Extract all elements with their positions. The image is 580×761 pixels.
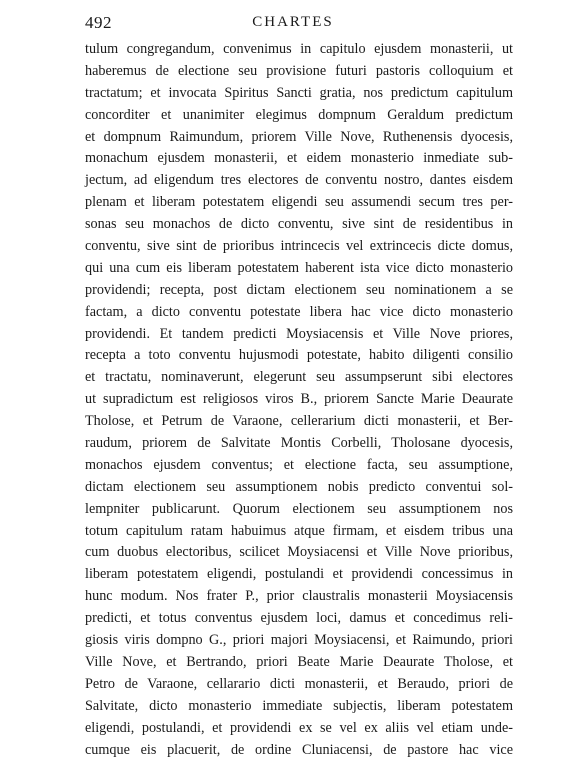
text-line: et tractatu, nominaverunt, elegerunt seu assumpserunt sibi electores [85, 367, 513, 389]
text-line: providendi; recepta, post dictam electionem seu nominationem a se [85, 280, 513, 302]
text-line: recepta a toto conventu hujusmodi potestate, habito diligenti consilio [85, 345, 513, 367]
text-line: cum duobus electoribus, scilicet Moysiacensi et Ville Nove prioribus, [85, 542, 513, 564]
text-line: conventu, sive sint de prioribus intrincecis vel extrincecis dicte domus, [85, 236, 513, 258]
text-line: cumque eis placuerit, de ordine Cluniacensi, de pastore hac vice [85, 740, 513, 761]
text-line: Tholose, et Petrum de Varaone, cellerarium dicti monasterii, et Ber- [85, 411, 513, 433]
text-line: factam, a dicto conventu potestate libera hac vice dicto monasterio [85, 302, 513, 324]
text-line: dictam electionem seu assumptionem nobis predicto conventui sol- [85, 477, 513, 499]
text-line: tulum congregandum, convenimus in capitulo ejusdem monasterii, ut [85, 39, 513, 61]
text-line: providendi. Et tandem predicti Moysiacensis et Ville Nove priores, [85, 324, 513, 346]
text-line: monachos ejusdem conventus; et electione facta, seu assumptione, [85, 455, 513, 477]
text-line: liberam potestatem eligendi, postulandi et providendi concessimus in [85, 564, 513, 586]
text-line: sonas seu monachos de dicto conventu, sive sint de residentibus in [85, 214, 513, 236]
text-line: qui una cum eis liberam potestatem haberent ista vice dicto monasterio [85, 258, 513, 280]
text-line: hunc modum. Nos frater P., prior claustralis monasterii Moysiacensis [85, 586, 513, 608]
text-line: et dompnum Raimundum, priorem Ville Nove, Ruthenensis dyocesis, [85, 127, 513, 149]
text-line: lempniter publicarunt. Quorum electionem seu assumptionem nos [85, 499, 513, 521]
text-line: raudum, priorem de Salvitate Montis Corbelli, Tholosane dyocesis, [85, 433, 513, 455]
text-line: giosis viris dompno G., priori majori Moysiacensi, et Raimundo, priori [85, 630, 513, 652]
text-line: Petro de Varaone, cellarario dicti monasterii, et Beraudo, priori de [85, 674, 513, 696]
page-number: 492 [85, 13, 112, 33]
text-line: plenam et liberam potestatem eligendi seu assumendi secum tres per- [85, 192, 513, 214]
text-line: haberemus de electione seu provisione futuri pastoris colloquium et [85, 61, 513, 83]
text-line: predicti, et totus conventus ejusdem loci, damus et concedimus reli- [85, 608, 513, 630]
text-line: concorditer et unanimiter elegimus dompnum Geraldum predictum [85, 105, 513, 127]
text-line: totum capitulum ratam habuimus atque firmam, et eisdem tribus una [85, 521, 513, 543]
page-header [85, 13, 501, 37]
text-line: monachum ejusdem monasterii, et eidem monasterio inmediate sub- [85, 148, 513, 170]
text-line: ut supradictum est religiosos viros B., priorem Sancte Marie Deaurate [85, 389, 513, 411]
running-title: CHARTES [85, 14, 501, 31]
text-line: eligendi, postulandi, et providendi ex se vel ex aliis vel etiam unde- [85, 718, 513, 740]
body-text [85, 39, 513, 761]
text-line: jectum, ad eligendum tres electores de conventu nostro, dantes eisdem [85, 170, 513, 192]
text-line: tractatum; et invocata Spiritus Sancti gratia, nos predictum capitulum [85, 83, 513, 105]
text-line: Ville Nove, et Bertrando, priori Beate Marie Deaurate Tholose, et [85, 652, 513, 674]
text-line: Salvitate, dicto monasterio immediate subjectis, liberam potestatem [85, 696, 513, 718]
